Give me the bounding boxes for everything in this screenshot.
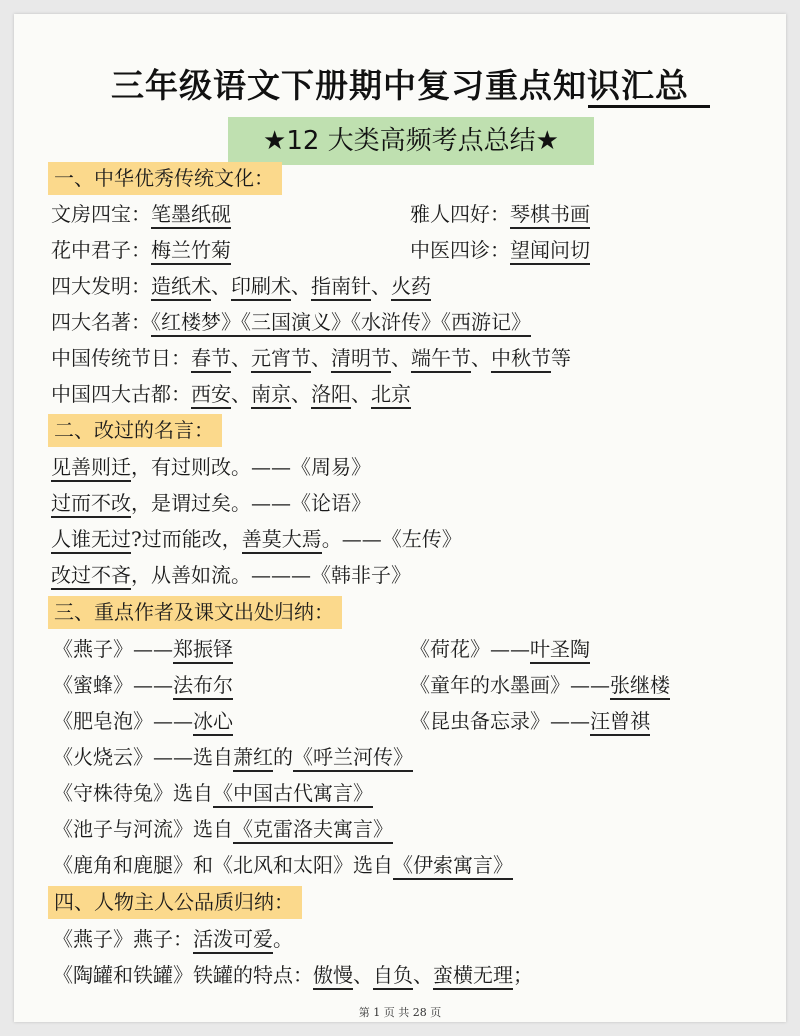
item-answer: 造纸术 — [151, 274, 211, 301]
work-title: 《池子与河流》选自 — [53, 817, 233, 841]
punctuation: 。 — [273, 927, 293, 951]
work-title: 《火烧云》——选自 — [53, 745, 233, 769]
item-answer: 南京 — [251, 382, 291, 409]
author-name: 汪曾祺 — [590, 709, 650, 736]
quote-zuozhuan — [51, 523, 462, 556]
quote-rest: ，有过则改。——《周易》 — [131, 455, 371, 479]
culture-row-inventions — [51, 270, 431, 303]
quote-rest: ，从善如流。———《韩非子》 — [131, 563, 411, 587]
separator: 、 — [291, 382, 311, 406]
document-page — [14, 14, 786, 1022]
author-name: 法布尔 — [173, 673, 233, 700]
subtitle-banner: ★12 大类高频考点总结★ — [228, 117, 594, 165]
separator: 、 — [413, 963, 433, 987]
work-title: 《童年的水墨画》—— — [410, 673, 610, 697]
item-answer: 元宵节 — [251, 346, 311, 373]
author-row — [410, 705, 650, 738]
quote-lunyu — [51, 487, 371, 520]
character-trait: 傲慢 — [313, 963, 353, 990]
character-trait: 自负 — [373, 963, 413, 990]
quote-zhouyi — [51, 451, 371, 484]
source-book: 《克雷洛夫寓言》 — [233, 817, 393, 844]
item-answer: 望闻问切 — [510, 238, 590, 265]
page-title: 三年级语文下册期中复习重点知识汇总 — [111, 66, 689, 105]
author-name: 冰心 — [193, 709, 233, 736]
connector: 的 — [273, 745, 293, 769]
culture-row-four-gentlemen — [51, 234, 231, 267]
work-title: 《守株待兔》选自 — [53, 781, 213, 805]
work-title: 《燕子》—— — [53, 637, 173, 661]
item-answer: 春节 — [191, 346, 231, 373]
item-label: 中国传统节日： — [51, 346, 191, 370]
quote-key-phrase: 见善则迁 — [51, 455, 131, 482]
culture-row-festivals — [51, 342, 571, 375]
work-title: 《肥皂泡》—— — [53, 709, 193, 733]
culture-row-ancient-capitals — [51, 378, 411, 411]
author-row — [410, 633, 590, 666]
item-label: 中国四大古都： — [51, 382, 191, 406]
work-title: 《昆虫备忘录》—— — [410, 709, 590, 733]
section-heading-authors: 三、重点作者及课文出处归纳： — [48, 596, 342, 629]
item-answer: 印刷术 — [231, 274, 291, 301]
quote-rest: ，是谓过矣。——《论语》 — [131, 491, 371, 515]
work-title: 《荷花》—— — [410, 637, 530, 661]
item-label: 四大发明： — [51, 274, 151, 298]
separator: 、 — [353, 963, 373, 987]
item-answer: 琴棋书画 — [510, 202, 590, 229]
item-answer: 笔墨纸砚 — [151, 202, 231, 229]
culture-row-elegant-hobbies — [410, 198, 590, 231]
item-answer: 端午节 — [411, 346, 471, 373]
separator: 、 — [291, 274, 311, 298]
item-label: 花中君子： — [51, 238, 151, 262]
separator: 、 — [371, 274, 391, 298]
item-suffix: 等 — [551, 346, 571, 370]
item-answer: 《红楼梦》《三国演义》《水浒传》《西游记》 — [151, 310, 531, 337]
source-row — [53, 849, 513, 882]
item-answer: 西安 — [191, 382, 231, 409]
item-answer: 梅兰竹菊 — [151, 238, 231, 265]
title-underline — [588, 105, 710, 108]
page-number: 第 1 页 共 28 页 — [358, 1006, 442, 1019]
quote-rest: 。——《左传》 — [321, 527, 462, 551]
separator: 、 — [471, 346, 491, 370]
character-row-iron-pot — [53, 959, 533, 992]
item-label: 文房四宝： — [51, 202, 151, 226]
culture-row-tcm-diagnosis — [410, 234, 590, 267]
separator: 、 — [211, 274, 231, 298]
author-row — [53, 669, 233, 702]
culture-row-stationery — [51, 198, 231, 231]
quote-key-phrase: 过而不改 — [51, 491, 131, 518]
section-heading-characters: 四、人物主人公品质归纳： — [48, 886, 302, 919]
separator: 、 — [231, 382, 251, 406]
item-answer: 火药 — [391, 274, 431, 301]
character-row-swallow — [53, 923, 293, 956]
character-trait: 活泼可爱 — [193, 927, 273, 954]
character-trait: 蛮横无理 — [433, 963, 513, 990]
item-answer: 洛阳 — [311, 382, 351, 409]
author-name: 郑振铎 — [173, 637, 233, 664]
culture-row-classic-novels — [51, 306, 531, 339]
author-name: 萧红 — [233, 745, 273, 772]
author-row — [410, 669, 670, 702]
source-row — [53, 813, 393, 846]
work-title: 《鹿角和鹿腿》和《北风和太阳》选自 — [53, 853, 393, 877]
item-label: 雅人四好： — [410, 202, 510, 226]
item-label: 四大名著： — [51, 310, 151, 334]
section-heading-culture: 一、中华优秀传统文化： — [48, 162, 282, 195]
author-name: 叶圣陶 — [530, 637, 590, 664]
item-answer: 清明节 — [331, 346, 391, 373]
item-answer: 指南针 — [311, 274, 371, 301]
quote-key-phrase: 改过不吝 — [51, 563, 131, 590]
quote-key-phrase: 人谁无过 — [51, 527, 131, 554]
section-heading-quotes: 二、改过的名言： — [48, 414, 222, 447]
item-answer: 北京 — [371, 382, 411, 409]
punctuation: ； — [513, 963, 533, 987]
source-book: 《呼兰河传》 — [293, 745, 413, 772]
item-answer: 中秋节 — [491, 346, 551, 373]
work-title: 《蜜蜂》—— — [53, 673, 173, 697]
separator: 、 — [391, 346, 411, 370]
author-name: 张继楼 — [610, 673, 670, 700]
separator: 、 — [311, 346, 331, 370]
quote-key-phrase: 善莫大焉 — [242, 527, 322, 554]
separator: 、 — [231, 346, 251, 370]
source-row — [53, 741, 413, 774]
author-row — [53, 705, 233, 738]
source-row — [53, 777, 373, 810]
character-subject: 《燕子》燕子： — [53, 927, 193, 951]
character-subject: 《陶罐和铁罐》铁罐的特点： — [53, 963, 313, 987]
source-book: 《伊索寓言》 — [393, 853, 513, 880]
author-row — [53, 633, 233, 666]
separator: 、 — [351, 382, 371, 406]
quote-hanfeizi — [51, 559, 411, 592]
source-book: 《中国古代寓言》 — [213, 781, 373, 808]
quote-rest: ?过而能改， — [131, 527, 242, 551]
item-label: 中医四诊： — [410, 238, 510, 262]
